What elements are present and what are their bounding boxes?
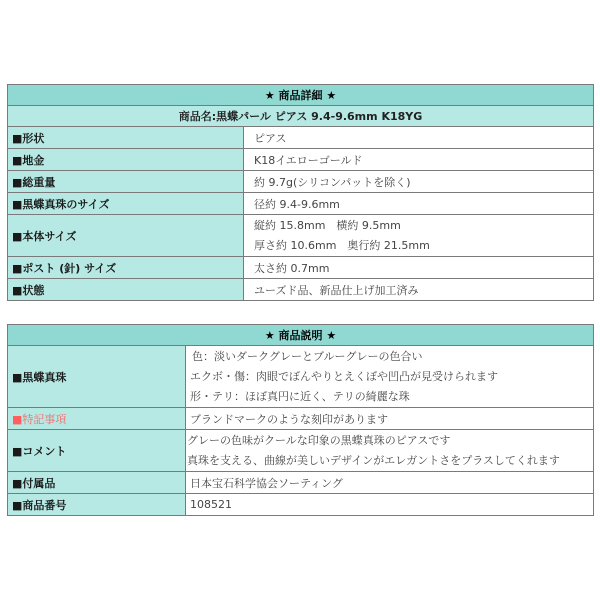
description-row-special-notes: [8, 408, 594, 430]
detail-label-post-size: ■ポスト (針) サイズ: [8, 257, 244, 279]
description-label-comment: ■コメント: [8, 430, 186, 472]
product-name: 商品名:黒蝶パール ピアス 9.4-9.6mm K18YG: [8, 106, 594, 127]
body-size-line-1: 縦約 15.8mm 横約 9.5mm: [254, 218, 401, 232]
detail-row-metal: [8, 149, 594, 171]
description-value-pearl: [186, 346, 594, 408]
description-label-item-number: ■商品番号: [8, 494, 186, 516]
detail-value-metal: K18イエローゴールド: [244, 149, 594, 171]
description-value-comment: [186, 430, 594, 472]
detail-row-body-size: [8, 215, 594, 257]
detail-label-weight: ■総重量: [8, 171, 244, 193]
detail-value-condition: ユーズド品、新品仕上げ加工済み: [244, 279, 594, 301]
details-heading: ★ 商品詳細 ★: [8, 85, 594, 106]
detail-label-condition: ■状態: [8, 279, 244, 301]
description-row-comment: [8, 430, 594, 472]
detail-row-shape: [8, 127, 594, 149]
description-label-accessories: ■付属品: [8, 472, 186, 494]
detail-label-metal: ■地金: [8, 149, 244, 171]
description-row-item-number: [8, 494, 594, 516]
detail-row-pearl-size: [8, 193, 594, 215]
pearl-color-line: 色：淡いダークグレーとブルーグレーの色合い: [192, 349, 423, 363]
details-heading-row: [8, 85, 594, 106]
detail-row-weight: [8, 171, 594, 193]
pearl-shape-line: 形・テリ：ほぼ真円に近く、テリの綺麗な珠: [190, 389, 410, 403]
description-value-accessories: 日本宝石科学協会ソーティング: [186, 472, 594, 494]
detail-value-pearl-size: 径約 9.4-9.6mm: [244, 193, 594, 215]
description-value-special-notes: ブランドマークのような刻印があります: [186, 408, 594, 430]
pearl-blemish-line: エクボ・傷：肉眼でぼんやりとえくぼや凹凸が見受けられます: [190, 369, 498, 383]
description-row-pearl: [8, 346, 594, 408]
detail-row-condition: [8, 279, 594, 301]
description-heading: ★ 商品説明 ★: [8, 325, 594, 346]
product-details-table: [7, 84, 594, 301]
comment-line-1: グレーの色味がクールな印象の黒蝶真珠のピアスです: [187, 433, 451, 447]
description-label-special-notes: ■特記事項: [8, 408, 186, 430]
product-name-row: [8, 106, 594, 127]
detail-value-weight: 約 9.7g(シリコンパットを除く): [244, 171, 594, 193]
description-heading-row: [8, 325, 594, 346]
detail-value-body-size: [244, 215, 594, 257]
body-size-line-2: 厚さ約 10.6mm 奥行約 21.5mm: [254, 238, 430, 252]
detail-label-pearl-size: ■黒蝶真珠のサイズ: [8, 193, 244, 215]
comment-line-2: 真珠を支える、曲線が美しいデザインがエレガントさをプラスしてくれます: [187, 453, 560, 467]
product-description-table: [7, 324, 594, 516]
detail-value-shape: ピアス: [244, 127, 594, 149]
description-label-pearl: ■黒蝶真珠: [8, 346, 186, 408]
detail-value-post-size: 太さ約 0.7mm: [244, 257, 594, 279]
detail-label-body-size: ■本体サイズ: [8, 215, 244, 257]
detail-label-shape: ■形状: [8, 127, 244, 149]
description-value-item-number: 108521: [186, 494, 594, 516]
description-row-accessories: [8, 472, 594, 494]
detail-row-post-size: [8, 257, 594, 279]
